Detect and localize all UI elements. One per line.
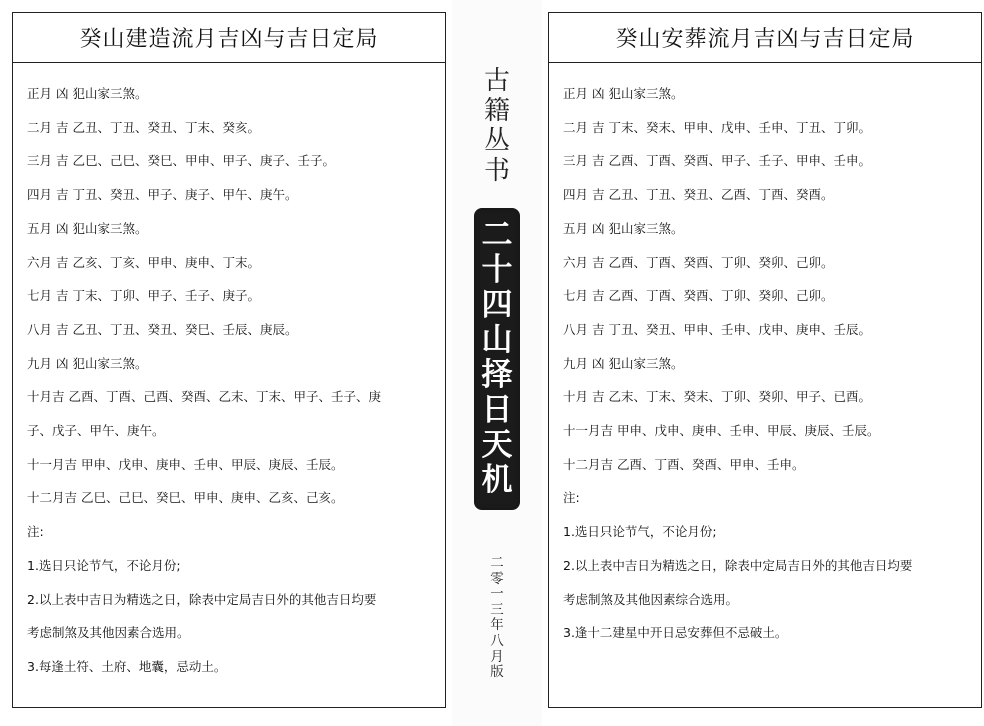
- book-title-text: 二 十 四 山 择 日 天 机: [481, 217, 513, 498]
- left-page-line: 2.以上表中吉日为精选之日，除表中定局吉日外的其他吉日均要: [27, 591, 377, 607]
- right-page-line: 八月 吉 丁丑、癸丑、甲申、壬申、戊申、庚申、壬辰。: [563, 321, 871, 337]
- left-page-title: 癸山建造流月吉凶与吉日定局: [13, 13, 445, 63]
- right-page-line: 正月 凶 犯山家三煞。: [563, 86, 684, 101]
- left-page-line: 十月吉 乙酉、丁酉、己酉、癸酉、乙末、丁末、甲子、壬子、庚: [27, 389, 381, 405]
- left-page-line: 九月 凶 犯山家三煞。: [27, 355, 148, 371]
- left-page-line: 3.每逢土符、土府、地囊，忌动土。: [27, 658, 227, 674]
- right-page-line: 三月 吉 乙酉、丁酉、癸酉、甲子、壬子、甲申、壬申。: [563, 153, 871, 169]
- right-page-line: 十月 吉 乙末、丁末、癸末、丁卯、癸卯、甲子、已酉。: [563, 389, 871, 405]
- right-page-line: 六月 吉 乙酉、丁酉、癸酉、丁卯、癸卯、己卯。: [563, 254, 834, 270]
- book-spine: [452, 0, 542, 726]
- left-page-line: 二月 吉 乙丑、丁丑、癸丑、丁末、癸亥。: [27, 119, 260, 135]
- edition-date: 二 零 一 三 年 八 月 版: [490, 555, 504, 681]
- right-page-line: 二月 吉 丁末、癸末、甲申、戊申、壬申、丁丑、丁卯。: [563, 119, 871, 135]
- right-page-line: 1.选日只论节气，不论月份;: [563, 524, 717, 540]
- right-page-title: 癸山安葬流月吉凶与吉日定局: [549, 13, 981, 63]
- right-page-line: 七月 吉 乙酉、丁酉、癸酉、丁卯、癸卯、己卯。: [563, 288, 834, 304]
- left-page-panel: [12, 12, 446, 708]
- left-page-line: 注:: [27, 524, 44, 540]
- left-page-body: [13, 63, 445, 684]
- left-page-line: 八月 吉 乙丑、丁丑、癸丑、癸巳、壬辰、庚辰。: [27, 321, 298, 337]
- left-page-line: 1.选日只论节气，不论月份;: [27, 557, 181, 573]
- left-page-line: 七月 吉 丁末、丁卯、甲子、壬子、庚子。: [27, 288, 260, 304]
- right-page-line: 五月 凶 犯山家三煞。: [563, 220, 684, 236]
- right-page-line: 九月 凶 犯山家三煞。: [563, 355, 684, 371]
- left-page-line: 正月 凶 犯山家三煞。: [27, 86, 148, 101]
- left-page-line: 六月 吉 乙亥、丁亥、甲申、庚申、丁末。: [27, 254, 260, 270]
- right-page-line: 十二月吉 乙酉、丁酉、癸酉、甲申、壬申。: [563, 456, 805, 472]
- left-page-line: 四月 吉 丁丑、癸丑、甲子、庚子、甲午、庚午。: [27, 187, 298, 203]
- left-page-line: 考虑制煞及其他因素合选用。: [27, 625, 190, 641]
- right-page-line: 十一月吉 甲申、戊申、庚申、壬申、甲辰、庚辰、壬辰。: [563, 423, 880, 439]
- left-page-line: 十二月吉 乙巳、己巳、癸巳、甲申、庚申、乙亥、己亥。: [27, 490, 344, 506]
- right-page-line: 2.以上表中吉日为精选之日，除表中定局吉日外的其他吉日均要: [563, 557, 913, 573]
- right-page-line: 3.逢十二建星中开日忌安葬但不忌破土。: [563, 625, 788, 641]
- series-title: 古 籍 丛 书: [483, 66, 510, 186]
- right-page-panel: [548, 12, 982, 708]
- right-page-line: 四月 吉 乙丑、丁丑、癸丑、乙酉、丁酉、癸酉。: [563, 187, 834, 203]
- left-page-line: 十一月吉 甲申、戊申、庚申、壬申、甲辰、庚辰、壬辰。: [27, 456, 344, 472]
- book-title-band: [474, 208, 520, 510]
- right-page-line: 考虑制煞及其他因素综合选用。: [563, 591, 739, 607]
- left-page-line: 子、戊子、甲午、庚午。: [27, 423, 165, 439]
- left-page-line: 五月 凶 犯山家三煞。: [27, 220, 148, 236]
- left-page-line: 三月 吉 乙巳、己巳、癸巳、甲申、甲子、庚子、壬子。: [27, 153, 335, 169]
- right-page-line: 注:: [563, 490, 580, 506]
- right-page-body: [549, 63, 981, 650]
